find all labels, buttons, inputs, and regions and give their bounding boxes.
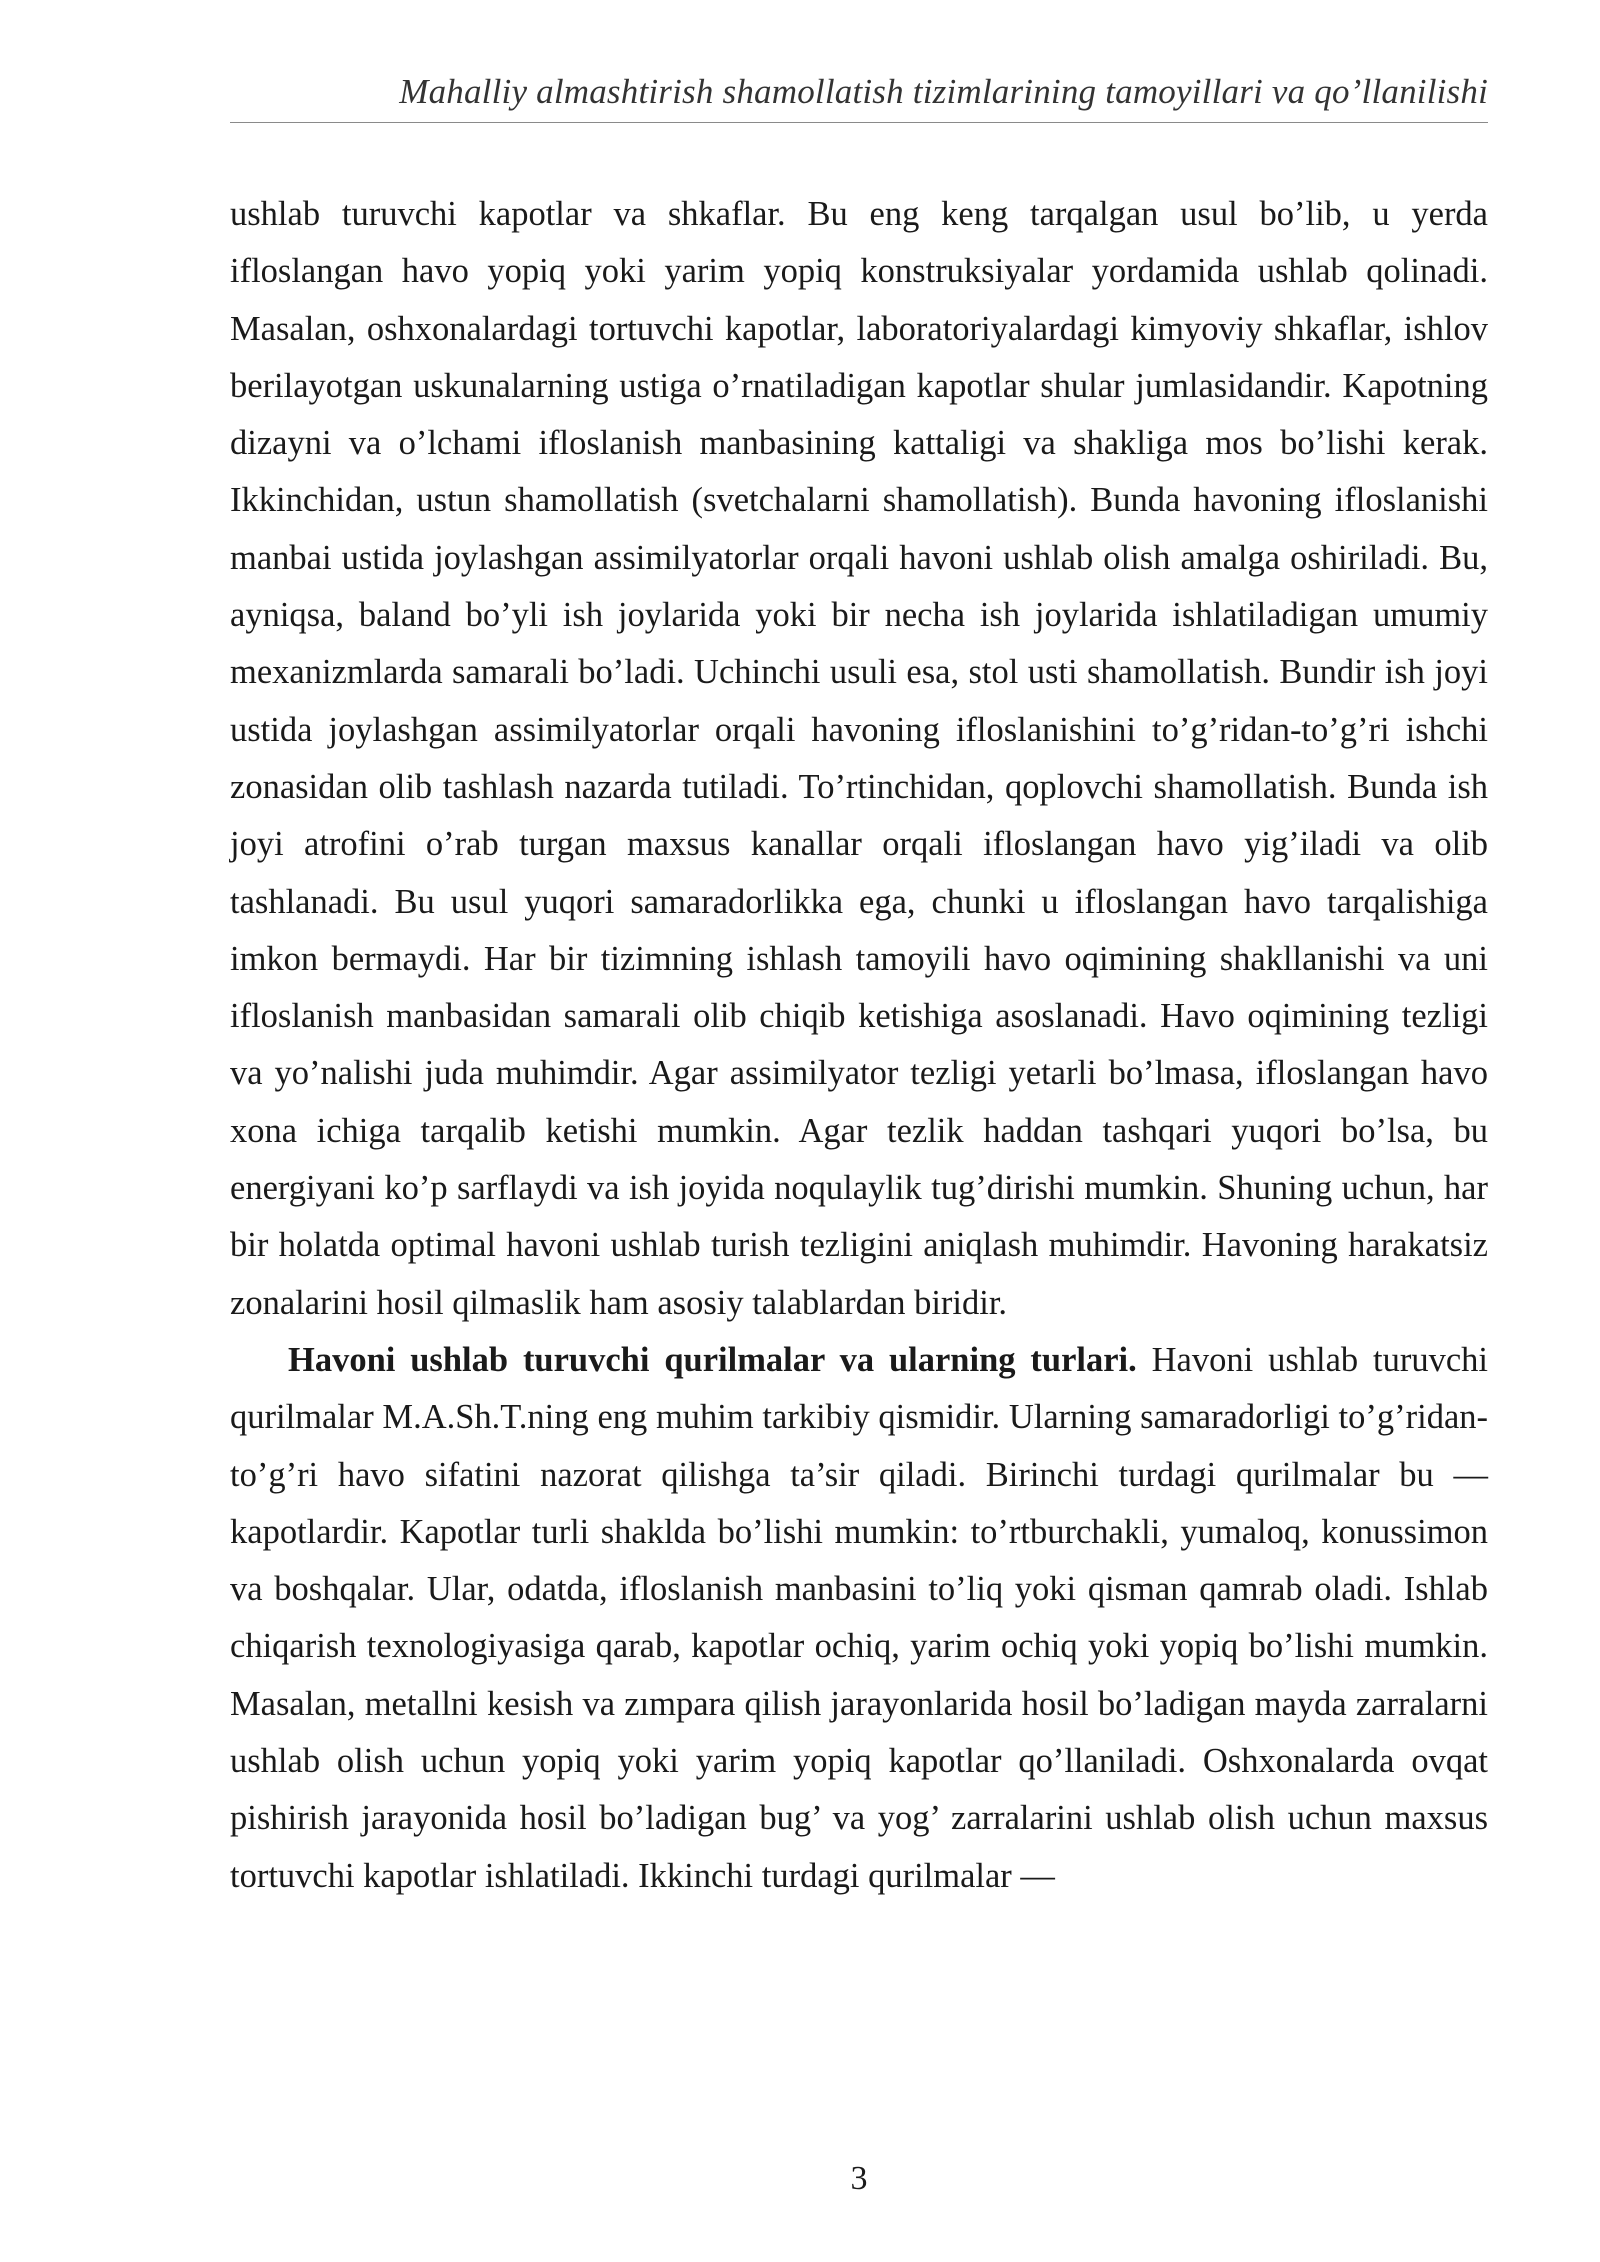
page-number: 3 bbox=[850, 2160, 868, 2197]
header-divider bbox=[230, 122, 1488, 123]
section-paragraph-text: Havoni ushlab turuvchi qurilmalar M.A.Sh.T.ning eng muhim tarkibiy qismidir. Ularning samaradorligi to’g’ridan-to’g’ri havo sifatini nazorat qilishga ta’sir qiladi. Birinchi turdagi qurilmalar bu — kapotlardir. Kapotlar turli shaklda bo’lishi mumkin: to’rtburchakli, yumaloq, konussimon va boshqalar. Ular, odatda, ifloslanish manbasini to’liq yoki qisman qamrab oladi. Ishlab chiqarish texnologiyasiga qarab, kapotlar ochiq, yarim ochiq yoki yopiq bo’lishi mumkin. Masalan, metallni kesish va zımpara qilish jarayonlarida hosil bo’ladigan mayda zarralarni ushlab olish uchun yopiq yoki yarim yopiq kapotlar qo’llaniladi. Oshxonalarda ovqat pishirish jarayonida hosil bo’ladigan bug’ va yog’ zarralarini ushlab olish uchun maxsus tortuvchi kapotlar ishlatiladi. Ikkinchi turdagi qurilmalar — bbox=[230, 1340, 1489, 1895]
body-text bbox=[230, 186, 1488, 1905]
section-heading: Havoni ushlab turuvchi qurilmalar va ularning turlari. bbox=[288, 1340, 1137, 1379]
running-header: Mahalliy almashtirish shamollatish tizimlarining tamoyillari va qo’llanilishi bbox=[399, 72, 1488, 111]
body-paragraph: ushlab turuvchi kapotlar va shkaflar. Bu eng keng tarqalgan usul bo’lib, u yerda ifloslangan havo yopiq yoki yarim yopiq konstruksiyalar yordamida ushlab qolinadi. Masalan, oshxonalardagi tortuvchi kapotlar, laboratoriyalardagi kimyoviy shkaflar, ishlov berilayotgan uskunalarning ustiga o’rnatiladigan kapotlar shular jumlasidandir. Kapotning dizayni va o’lchami ifloslanish manbasining kattaligi va shakliga mos bo’lishi kerak. Ikkinchidan, ustun shamollatish (svetchalarni shamollatish). Bunda havoning ifloslanishi manbai ustida joylashgan assimilyatorlar orqali havoni ushlab olish amalga oshiriladi. Bu, ayniqsa, baland bo’yli ish joylarida yoki bir necha ish joylarida ishlatiladigan umumiy mexanizmlarda samarali bo’ladi. Uchinchi usuli esa, stol usti shamollatish. Bundir ish joyi ustida joylashgan assimilyatorlar orqali havoning ifloslanishini to’g’ridan-to’g’ri ishchi zonasidan olib tashlash nazarda tutiladi. To’rtinchidan, qoplovchi shamollatish. Bunda ish joyi atrofini o’rab turgan maxsus kanallar orqali ifloslangan havo yig’iladi va olib tashlanadi. Bu usul yuqori samaradorlikka ega, chunki u ifloslangan havo tarqalishiga imkon bermaydi. Har bir tizimning ishlash tamoyili havo oqimining shakllanishi va uni ifloslanish manbasidan samarali olib chiqib ketishiga asoslanadi. Havo oqimining tezligi va yo’nalishi juda muhimdir. Agar assimilyator tezligi yetarli bo’lmasa, ifloslangan havo xona ichiga tarqalib ketishi mumkin. Agar tezlik haddan tashqari yuqori bo’lsa, bu energiyani ko’p sarflaydi va ish joyida noqulaylik tug’dirishi mumkin. Shuning uchun, har bir holatda optimal havoni ushlab turish tezligini aniqlash muhimdir. Havoning harakatsiz zonalarini hosil qilmaslik ham asosiy talablardan biridir. bbox=[230, 195, 1488, 1322]
body-paragraph-section bbox=[230, 1332, 1488, 1905]
